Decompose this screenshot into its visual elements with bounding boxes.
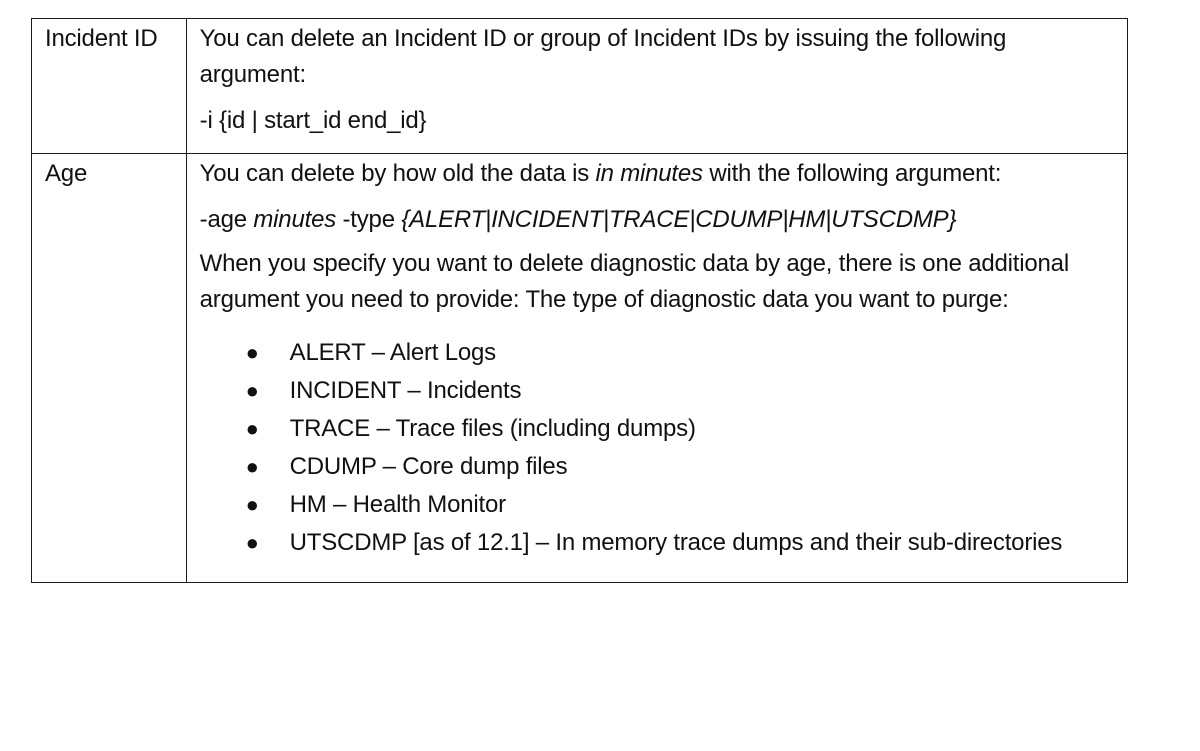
table-row [32,19,1128,154]
row-label-incident-id: Incident ID [45,25,158,52]
list-item: ● ALERT – Alert Logs [200,334,1115,372]
bullet-icon: ● [245,492,259,517]
description-cell [186,154,1127,583]
bullet-icon: ● [245,416,259,441]
bullet-icon: ● [245,378,259,403]
data-type-list [200,334,1115,562]
label-cell [32,19,187,154]
list-item: ● TRACE – Trace files (including dumps) [200,410,1115,448]
age-syntax: -age minutes -type {ALERT|INCIDENT|TRACE|CDUMP|HM|UTSCDMP} [199,206,957,233]
list-item: ● INCIDENT – Incidents [200,372,1115,410]
list-item: ● HM – Health Monitor [200,486,1115,524]
incident-id-syntax: -i {id | start_id end_id} [199,107,427,134]
age-explanation: When you specify you want to delete diagnostic data by age, there is one additional argument you need to provide: The type of diagnostic data you want to purge: [199,250,1069,313]
row-label-age: Age [45,160,88,187]
bullet-icon: ● [245,340,259,365]
list-item: ● UTSCDMP [as of 12.1] – In memory trace dumps and their sub-directories [200,524,1115,562]
table-row [32,154,1128,583]
list-item: ● CDUMP – Core dump files [200,448,1115,486]
description-cell [186,19,1127,154]
incident-id-description: You can delete an Incident ID or group of Incident IDs by issuing the following argument: [199,25,1007,88]
purge-options-table [31,18,1128,583]
age-description: You can delete by how old the data is in minutes with the following argument: [199,160,1002,187]
bullet-icon: ● [245,454,259,479]
bullet-icon: ● [245,530,259,555]
label-cell [32,154,187,583]
